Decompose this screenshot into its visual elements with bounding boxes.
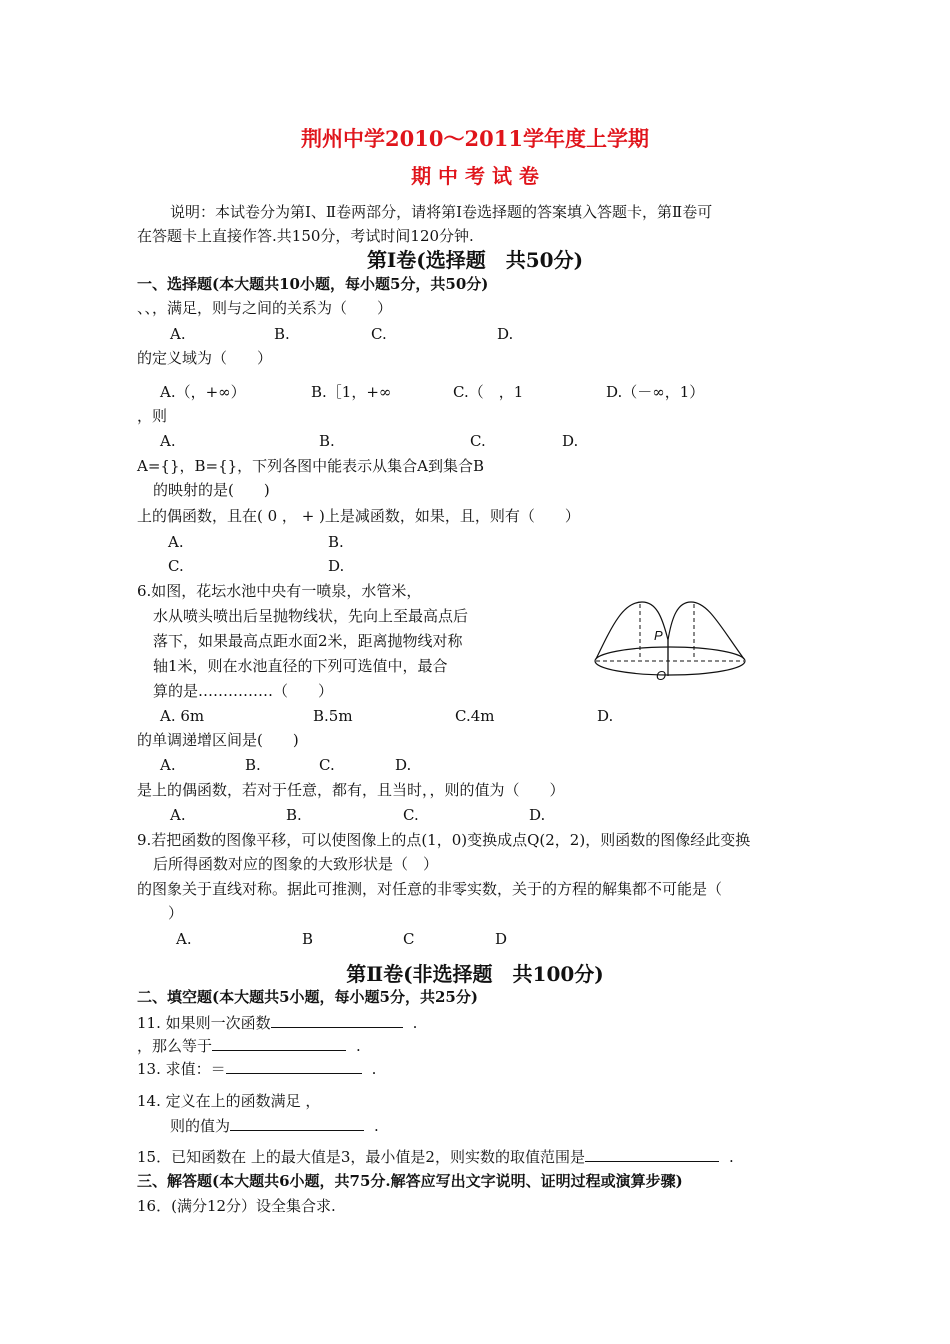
q10-option-b: B — [302, 930, 314, 948]
q5-option-c: C. — [168, 557, 184, 575]
q6-option-d: D. — [597, 707, 614, 725]
q5-option-a: A. — [168, 533, 184, 551]
q13-end: . — [371, 1060, 377, 1078]
q5-option-b: B. — [328, 533, 344, 551]
q7-option-b: B. — [245, 756, 261, 774]
q8-option-a: A. — [170, 806, 186, 824]
q7-stem: 的单调递增区间是( ) — [137, 731, 299, 749]
q9-line-1: 9.若把函数的图像平移，可以使图像上的点(1，0)变换成点Q(2，2)，则函数的图像经此变换 — [137, 831, 751, 849]
q12-text: ，那么等于 — [137, 1037, 213, 1055]
part1-heading: 一、选择题(本大题共10小题，每小题5分，共50分) — [137, 275, 489, 293]
q14-line-2 — [170, 1115, 379, 1137]
instructions-line-2: 在答题卡上直接作答.共150分，考试时间120分钟. — [137, 227, 474, 245]
q10-option-a: A. — [176, 930, 192, 948]
q6-option-b: B.5m — [313, 707, 353, 725]
label-p: P — [654, 628, 663, 643]
q4-stem-line-1: A={}，B={}，下列各图中能表示从集合A到集合B — [137, 457, 485, 475]
q8-option-b: B. — [286, 806, 302, 824]
q5-option-d: D. — [328, 557, 345, 575]
q5-stem: 上的偶函数，且在( 0 ， + )上是减函数，如果，且，则有（ ） — [137, 507, 580, 525]
q6-line-5: 算的是……………（ ） — [153, 682, 334, 700]
q8-option-c: C. — [403, 806, 419, 824]
q16: 16．(满分12分）设全集合求. — [137, 1197, 336, 1215]
q14-text: 则的值为 — [170, 1117, 231, 1135]
q15-text: 15．已知函数在 上的最大值是3，最小值是2，则实数的取值范围是 — [137, 1148, 585, 1166]
q12-end: . — [356, 1037, 361, 1055]
q1-option-b: B. — [274, 325, 290, 343]
q2-option-a: A.（，+∞） — [160, 383, 246, 401]
q6-line-4: 轴1米，则在水池直径的下列可选值中，最合 — [153, 657, 448, 675]
q1-option-a: A. — [170, 325, 186, 343]
q11 — [137, 1012, 417, 1034]
q8-stem: 是上的偶函数，若对于任意，都有，且当时，，则的值为（ ） — [137, 781, 565, 799]
q11-answer-blank[interactable] — [271, 1013, 403, 1028]
q7-option-d: D. — [395, 756, 412, 774]
q3-option-a: A. — [160, 432, 176, 450]
q3-option-b: B. — [319, 432, 335, 450]
fountain-figure — [590, 596, 760, 684]
solve-heading: 三、解答题(本大题共6小题，共75分.解答应写出文字说明、证明过程或演算步骤) — [137, 1172, 683, 1190]
q13 — [137, 1058, 376, 1080]
q2-option-b: B.［1，+∞ — [311, 383, 392, 401]
q15-answer-blank[interactable] — [585, 1147, 719, 1162]
label-o: O — [656, 668, 667, 683]
q1-option-c: C. — [371, 325, 387, 343]
q14-end: . — [374, 1117, 379, 1135]
q3-option-d: D. — [562, 432, 579, 450]
q11-text: 11. 如果则一次函数 — [137, 1014, 271, 1032]
exam-title: 荆州中学2010～2011学年度上学期 — [301, 126, 649, 151]
q14-line-1: 14. 定义在上的函数满足 ， — [137, 1092, 321, 1110]
instructions-line-1: 说明：本试卷分为第Ⅰ、Ⅱ卷两部分，请将第Ⅰ卷选择题的答案填入答题卡，第Ⅱ卷可 — [170, 203, 713, 221]
q10-line-1: 的图象关于直线对称。据此可推测，对任意的非零实数，关于的方程的解集都不可能是（ — [137, 880, 723, 898]
q10-line-2: ） — [153, 904, 184, 922]
q4-stem-line-2: 的映射的是( ) — [153, 481, 270, 499]
q12 — [137, 1035, 361, 1057]
exam-subtitle: 期 中 考 试 卷 — [411, 164, 539, 188]
q2-option-d: D.（－∞，1） — [606, 383, 705, 401]
q15 — [137, 1146, 734, 1168]
q6-line-3: 落下，如果最高点距水面2米，距离抛物线对称 — [153, 632, 463, 650]
q6-line-1: 6.如图，花坛水池中央有一喷泉，水管米， — [137, 582, 422, 600]
q14-answer-blank[interactable] — [230, 1116, 364, 1131]
q10-option-c: C — [403, 930, 415, 948]
q3-stem: ，则 — [137, 407, 168, 425]
q9-line-2: 后所得函数对应的图象的大致形状是（ ） — [153, 855, 439, 873]
q13-text: 13. 求值：＝ — [137, 1060, 226, 1078]
q6-option-c: C.4m — [455, 707, 495, 725]
q13-answer-blank[interactable] — [226, 1059, 362, 1074]
q2-stem: 的定义域为（ ） — [137, 349, 273, 367]
q3-option-c: C. — [470, 432, 486, 450]
q1-stem: 、、，满足，则与之间的关系为（ ） — [137, 299, 393, 317]
q10-option-d: D — [495, 930, 508, 948]
q7-option-c: C. — [319, 756, 335, 774]
q2-option-c: C.（ ，1 — [453, 383, 524, 401]
q12-answer-blank[interactable] — [212, 1036, 346, 1051]
q6-option-a: A. 6m — [160, 707, 205, 725]
q11-end: . — [412, 1014, 418, 1032]
fill-heading: 二、填空题(本大题共5小题，每小题5分，共25分) — [137, 988, 478, 1006]
right-parabola — [668, 602, 744, 659]
part2-title: 第Ⅱ卷(非选择题 共100分) — [346, 962, 604, 986]
q15-end: . — [728, 1148, 734, 1166]
q6-line-2: 水从喷头喷出后呈抛物线状，先向上至最高点后 — [153, 607, 469, 625]
q7-option-a: A. — [160, 756, 176, 774]
q8-option-d: D. — [529, 806, 546, 824]
part1-title: 第Ⅰ卷(选择题 共50分) — [366, 248, 584, 272]
q1-option-d: D. — [497, 325, 514, 343]
